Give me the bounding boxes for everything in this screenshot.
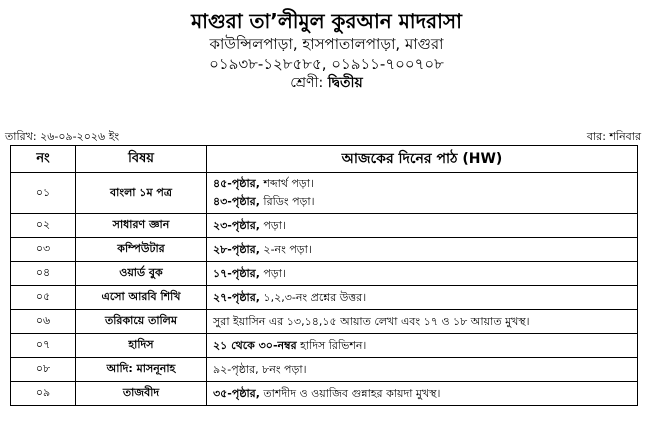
row-subject: আদি: মাসনূনাহ [76, 358, 207, 382]
row-subject: সাধারণ জ্ঞান [76, 214, 207, 238]
row-subject: তাজবীদ [76, 382, 207, 406]
table-row [11, 358, 638, 382]
row-number: ০৭ [11, 334, 76, 358]
lesson-text: হাদিস রিভিশন। [296, 338, 367, 352]
lesson-line [213, 175, 631, 193]
row-subject: হাদিস [76, 334, 207, 358]
class-line [0, 74, 653, 92]
row-lesson [207, 173, 638, 214]
lesson-line [213, 241, 631, 259]
lesson-page-ref: ২৮-পৃষ্ঠার, [213, 242, 260, 256]
homework-table [10, 145, 638, 406]
row-lesson [207, 262, 638, 286]
lesson-text: পড়া। [259, 266, 286, 280]
table-row [11, 214, 638, 238]
lesson-line [213, 337, 631, 355]
row-number: ০৩ [11, 238, 76, 262]
lesson-line [213, 385, 631, 403]
day-text: বার: শনিবার [586, 130, 641, 143]
row-lesson [207, 214, 638, 238]
row-subject: বাংলা ১ম পত্র [76, 173, 207, 214]
class-label: শ্রেণী: [290, 75, 324, 91]
row-lesson [207, 238, 638, 262]
table-header-row [11, 146, 638, 173]
row-lesson [207, 286, 638, 310]
row-subject: ওয়ার্ড বুক [76, 262, 207, 286]
table-row [11, 382, 638, 406]
lesson-line [213, 361, 631, 379]
lesson-text: সুরা ইয়াসিন এর ১৩,১৪,১৫ আয়াত লেখা এবং ১৭ ও ১৮ আয়াত মুখস্থ। [213, 314, 530, 328]
lesson-page-ref: ২৩-পৃষ্ঠার, [213, 218, 260, 232]
header-number: নং [11, 146, 76, 173]
row-lesson [207, 358, 638, 382]
header-lesson: আজকের দিনের পাঠ (HW) [207, 146, 638, 173]
row-subject: কম্পিউটার [76, 238, 207, 262]
table-row [11, 334, 638, 358]
row-subject: তরিকায়ে তালিম [76, 310, 207, 334]
row-number: ০৯ [11, 382, 76, 406]
date-text: তারিখ: ২৬-০৯-২০২৬ ইং [5, 130, 120, 143]
lesson-line [213, 313, 631, 331]
table-row [11, 310, 638, 334]
lesson-line [213, 289, 631, 307]
table-row [11, 238, 638, 262]
lesson-text: ১,২,৩-নং প্রশ্নের উত্তর। [259, 290, 367, 304]
school-header [0, 8, 653, 92]
row-lesson [207, 310, 638, 334]
class-value: দ্বিতীয় [327, 75, 363, 91]
lesson-text: রিডিং পড়া। [259, 195, 315, 208]
row-number: ০৪ [11, 262, 76, 286]
row-number: ০২ [11, 214, 76, 238]
school-address: কাউন্সিলপাড়া, হাসপাতালপাড়া, মাগুরা [209, 35, 444, 53]
table-row [11, 286, 638, 310]
lesson-text: ২-নং পড়া। [259, 242, 312, 256]
row-subject: এসো আরবি শিখি [76, 286, 207, 310]
school-title: মাগুরা তা’লীমুল কুরআন মাদরাসা [191, 9, 462, 33]
header-subject: বিষয় [76, 146, 207, 173]
row-lesson [207, 334, 638, 358]
lesson-page-ref: ৪৫-পৃষ্ঠার, [213, 177, 260, 190]
lesson-line [213, 193, 631, 211]
row-lesson [207, 382, 638, 406]
lesson-page-ref: ২১ থেকে ৩০-নম্বর [213, 338, 297, 352]
table-row [11, 173, 638, 214]
lesson-text: ৯২-পৃষ্ঠার, ৮নং পড়া। [213, 362, 307, 376]
row-number: ০৫ [11, 286, 76, 310]
row-number: ০১ [11, 173, 76, 214]
lesson-line [213, 265, 631, 283]
row-number: ০৮ [11, 358, 76, 382]
school-phone: ০১৯৩৮-১২৮৫৮৫, ০১৯১১-৭০০৭০৮ [209, 55, 444, 73]
lesson-page-ref: ২৭-পৃষ্ঠার, [213, 290, 260, 304]
lesson-page-ref: ৪৩-পৃষ্ঠার, [213, 195, 260, 208]
lesson-text: তাশদীদ ও ওয়াজিব গুন্নাহর কায়দা মুখস্থ। [259, 386, 441, 400]
table-row [11, 262, 638, 286]
lesson-line [213, 217, 631, 235]
row-number: ০৬ [11, 310, 76, 334]
lesson-page-ref: ১৭-পৃষ্ঠার, [213, 266, 260, 280]
lesson-text: শব্দার্থ পড়া। [259, 177, 314, 190]
lesson-page-ref: ৩৫-পৃষ্ঠার, [213, 386, 260, 400]
lesson-text: পড়া। [259, 218, 286, 232]
